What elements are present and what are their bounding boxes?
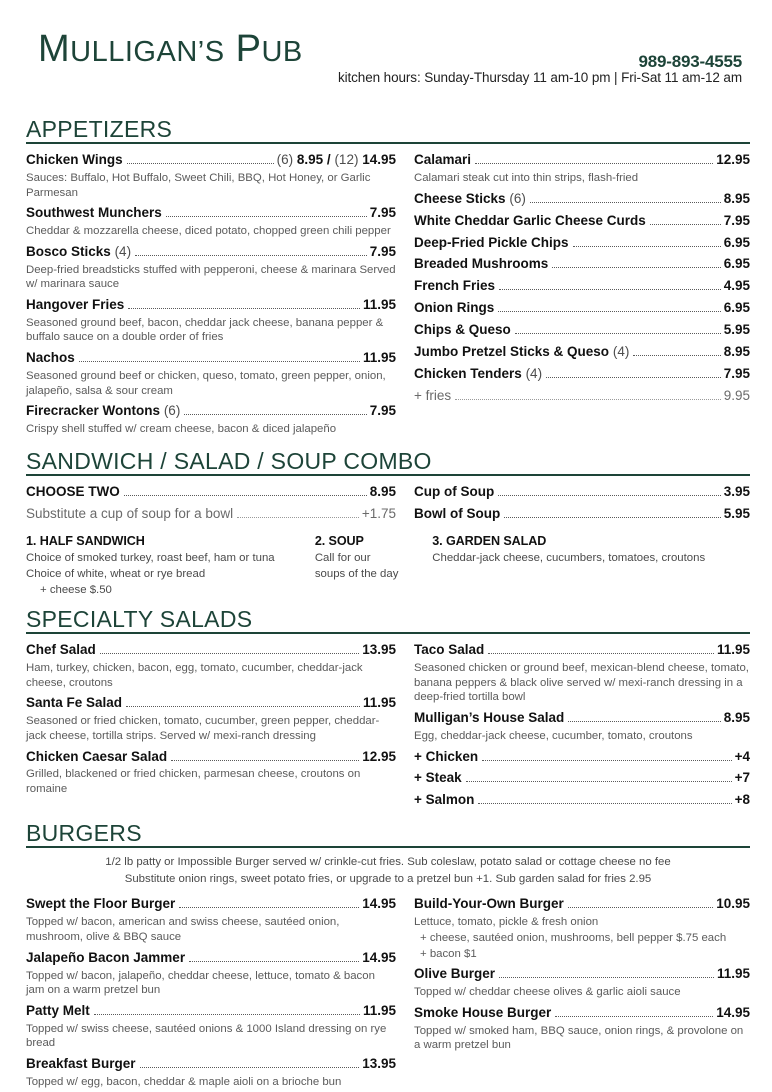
- item-extra-line: + bacon $1: [420, 947, 477, 960]
- item-label: Swept the Floor Burger: [26, 896, 176, 912]
- item-qty: (4): [114, 243, 132, 259]
- item-name: [26, 894, 175, 915]
- item-label: Jumbo Pretzel Sticks & Queso: [414, 344, 610, 360]
- dot-leader: [166, 216, 367, 217]
- menu-item-row: [26, 640, 396, 661]
- menu-item[interactable]: [414, 640, 750, 705]
- item-name: [26, 747, 167, 768]
- item-name: [26, 401, 180, 422]
- item-label: Onion Rings: [414, 300, 495, 316]
- item-price: 14.95: [362, 949, 396, 965]
- menu-sections: [26, 117, 750, 1092]
- item-name: [26, 150, 123, 171]
- dot-leader: [530, 202, 721, 203]
- item-price: 6.95: [723, 300, 750, 316]
- menu-item[interactable]: [26, 203, 396, 239]
- item-name: [414, 964, 495, 985]
- menu-item[interactable]: [414, 364, 750, 385]
- combo-choice: [315, 534, 432, 599]
- item-label: Build-Your-Own Burger: [414, 896, 564, 912]
- dot-leader: [552, 267, 720, 268]
- item-label: Santa Fe Salad: [26, 695, 123, 711]
- dot-leader: [455, 399, 721, 400]
- item-label: Firecracker Wontons: [26, 403, 161, 419]
- item-name: [26, 693, 122, 714]
- item-description: Topped w/ egg, bacon, cheddar & maple aioli on a brioche bun: [26, 1075, 342, 1088]
- menu-item-row: [26, 348, 396, 369]
- item-price: 6.95: [723, 256, 750, 272]
- item-name: [414, 386, 451, 407]
- menu-item-row: [26, 295, 396, 316]
- dot-leader: [126, 706, 360, 707]
- menu-item[interactable]: [26, 894, 396, 944]
- item-name: [414, 504, 500, 525]
- menu-item-row: [26, 948, 396, 969]
- dot-leader: [475, 163, 713, 164]
- dot-leader: [189, 961, 359, 962]
- menu-item-row: [414, 790, 750, 811]
- kitchen-hours: kitchen hours: Sunday-Thursday 11 am-10 pm | Fri-Sat 11 am-12 am: [337, 70, 742, 85]
- item-price: 11.95: [362, 349, 396, 365]
- two-column-layout: [26, 482, 750, 526]
- menu-item[interactable]: [26, 150, 396, 200]
- item-name: [414, 894, 564, 915]
- item-price: 10.95: [716, 896, 750, 912]
- item-price: 13.95: [362, 642, 396, 658]
- item-label: CHOOSE TWO: [26, 483, 120, 499]
- combo-choice-line: Call for our: [314, 551, 371, 564]
- item-qty: (4): [525, 366, 543, 382]
- menu-item[interactable]: [414, 482, 750, 503]
- menu-item[interactable]: [414, 320, 750, 341]
- item-price: 8.95: [723, 344, 750, 360]
- menu-item-row: [414, 254, 750, 275]
- item-price: 11.95: [362, 1002, 396, 1018]
- item-label: Chef Salad: [26, 642, 96, 658]
- restaurant-title: MULLIGAN’S PUB: [38, 28, 303, 70]
- item-price: +1.75: [361, 505, 396, 521]
- item-price: 5.95: [723, 505, 750, 521]
- dot-leader: [498, 495, 720, 496]
- section-intro: [26, 854, 750, 887]
- item-label: Breakfast Burger: [26, 1055, 136, 1071]
- item-name: [26, 482, 120, 503]
- menu-item[interactable]: [414, 964, 750, 1000]
- item-description: Cheddar & mozzarella cheese, diced potato, chopped green chili pepper: [26, 225, 391, 238]
- item-name: [26, 348, 75, 369]
- item-price: 5.95: [723, 322, 750, 338]
- menu-item[interactable]: [414, 1003, 750, 1053]
- item-description: Ham, turkey, chicken, bacon, egg, tomato, cucumber, cheddar-jack cheese, croutons: [26, 662, 363, 689]
- item-name: [26, 203, 162, 224]
- menu-item[interactable]: [26, 504, 396, 525]
- dot-leader: [633, 355, 720, 356]
- item-label: Taco Salad: [414, 642, 485, 658]
- item-name: [414, 640, 484, 661]
- item-price: 8.95: [369, 483, 396, 499]
- menu-item[interactable]: [414, 894, 750, 961]
- dot-leader: [94, 1014, 360, 1015]
- section-heading: BURGERS: [26, 821, 750, 848]
- item-label: Jalapeño Bacon Jammer: [26, 949, 186, 965]
- menu-item[interactable]: [26, 640, 396, 690]
- item-label: + Steak: [414, 770, 462, 786]
- section-intro-line: Substitute onion rings, sweet potato fries, or upgrade to a pretzel bun +1. Sub garden salad for fries 2.95: [124, 872, 652, 885]
- item-label: Bosco Sticks: [26, 243, 111, 259]
- item-description: Lettuce, tomato, pickle & fresh onion: [414, 916, 599, 929]
- dot-leader: [573, 246, 721, 247]
- menu-item-row: [414, 211, 750, 232]
- dot-leader: [466, 781, 732, 782]
- item-description: Egg, cheddar-jack cheese, cucumber, tomato, croutons: [414, 729, 693, 742]
- item-price: 6.95: [723, 234, 750, 250]
- item-label: Smoke House Burger: [414, 1004, 552, 1020]
- item-name: [414, 482, 494, 503]
- item-label: Cheese Sticks: [414, 190, 506, 206]
- menu-item-row: [26, 482, 396, 503]
- item-price: 12.95: [716, 152, 750, 168]
- dot-leader: [100, 653, 359, 654]
- combo-choice-line: Choice of smoked turkey, roast beef, ham or tuna: [26, 551, 275, 564]
- right-column: [414, 894, 750, 1092]
- menu-item[interactable]: [414, 342, 750, 363]
- item-label: Chicken Tenders: [414, 366, 522, 382]
- menu-item[interactable]: [414, 298, 750, 319]
- item-label: + Salmon: [414, 792, 475, 808]
- menu-item-row: [26, 747, 396, 768]
- item-label: Substitute a cup of soup for a bowl: [26, 505, 234, 521]
- item-description: Seasoned ground beef, bacon, cheddar jack cheese, banana pepper & buffalo sauce on a double order of fries: [26, 316, 384, 344]
- dot-leader: [515, 333, 721, 334]
- item-name: [26, 295, 124, 316]
- dot-leader: [482, 760, 731, 761]
- menu-item-row: [414, 276, 750, 297]
- two-column-layout: [26, 640, 750, 812]
- item-description: Topped w/ smoked ham, BBQ sauce, onion rings, & provolone on a warm pretzel bun: [414, 1024, 744, 1052]
- dot-leader: [171, 760, 359, 761]
- menu-item-row: [414, 320, 750, 341]
- item-name: [414, 790, 474, 811]
- menu-item-row: [26, 1001, 396, 1022]
- item-price: 4.95: [723, 278, 750, 294]
- item-price: 3.95: [723, 483, 750, 499]
- two-column-layout: [26, 894, 750, 1092]
- item-label: Mulligan’s House Salad: [414, 710, 565, 725]
- dot-leader: [179, 907, 359, 908]
- dot-leader: [237, 517, 359, 518]
- item-name: [26, 1054, 136, 1075]
- menu-item-row: [26, 504, 396, 525]
- item-description: Sauces: Buffalo, Hot Buffalo, Sweet Chili, BBQ, Hot Honey, or Garlic Parmesan: [26, 172, 371, 199]
- menu-item-row: [26, 150, 396, 171]
- dot-leader: [555, 1016, 713, 1017]
- menu-item[interactable]: [26, 693, 396, 743]
- dot-leader: [478, 803, 731, 804]
- dot-leader: [568, 907, 713, 908]
- item-label: + Chicken: [414, 748, 479, 764]
- menu-item[interactable]: [414, 150, 750, 186]
- item-name: [414, 276, 495, 297]
- item-label: + fries: [414, 387, 452, 403]
- menu-item-row: [414, 964, 750, 985]
- item-price: 7.95: [369, 205, 396, 221]
- combo-choice-title: 1. HALF SANDWICH: [26, 533, 145, 548]
- menu-section: [26, 449, 750, 599]
- item-name: [414, 1003, 551, 1024]
- item-name: [414, 768, 462, 789]
- menu-item-row: [414, 747, 750, 768]
- menu-item-row: [414, 504, 750, 525]
- item-name: [26, 504, 233, 525]
- item-label: Bowl of Soup: [414, 505, 501, 521]
- item-label: Chicken Wings: [26, 152, 123, 168]
- item-price: 11.95: [362, 296, 396, 312]
- dot-leader: [140, 1067, 360, 1068]
- right-column: [414, 640, 750, 812]
- left-column: [26, 150, 414, 439]
- section-heading: APPETIZERS: [26, 117, 750, 144]
- dot-leader: [127, 163, 274, 164]
- item-label: Patty Melt: [26, 1002, 90, 1018]
- item-name: [26, 640, 96, 661]
- item-label: French Fries: [414, 278, 496, 294]
- item-qty: (6): [163, 403, 181, 419]
- dot-leader: [499, 977, 714, 978]
- item-qty: (4): [612, 344, 630, 360]
- item-price: 14.95: [362, 896, 396, 912]
- item-label: Southwest Munchers: [26, 205, 162, 221]
- dot-leader: [499, 289, 721, 290]
- menu-item[interactable]: [414, 254, 750, 275]
- masthead: [26, 30, 750, 108]
- item-name: [414, 189, 526, 210]
- item-price: 11.95: [716, 642, 750, 658]
- menu-item[interactable]: [414, 211, 750, 232]
- section-heading: SPECIALTY SALADS: [26, 607, 750, 634]
- item-label: Deep-Fried Pickle Chips: [414, 234, 569, 250]
- item-label: Cup of Soup: [414, 483, 495, 499]
- menu-item[interactable]: [26, 482, 396, 503]
- item-price: 13.95: [362, 1055, 396, 1071]
- menu-item-row: [414, 233, 750, 254]
- right-column: [414, 150, 750, 439]
- item-name: [414, 298, 494, 319]
- phone-number[interactable]: 989-893-4555: [638, 52, 742, 71]
- menu-item[interactable]: [26, 1054, 396, 1090]
- dot-leader: [568, 721, 720, 722]
- item-price: 7.95: [723, 212, 750, 228]
- item-price: 8.95: [723, 190, 750, 206]
- menu-item-row: [414, 894, 750, 915]
- item-description: Seasoned or fried chicken, tomato, cucumber, green pepper, cheddar-jack cheese, tortilla strips. Served w/ mexi-ranch dressing: [26, 715, 380, 742]
- menu-item-row: [414, 342, 750, 363]
- menu-item-row: [26, 203, 396, 224]
- item-label: Breaded Mushrooms: [414, 256, 549, 272]
- item-price: 14.95: [716, 1004, 750, 1020]
- item-label: Hangover Fries: [26, 296, 125, 312]
- menu-item-row: [414, 364, 750, 385]
- menu-item[interactable]: [26, 348, 396, 398]
- item-description: Seasoned chicken or ground beef, mexican-blend cheese, tomato, banana peppers & black olive served w/ mexi-ranch dressing in a deep-fried tortilla bowl: [414, 662, 749, 704]
- menu-item-row: [414, 1003, 750, 1024]
- item-name: [414, 150, 471, 171]
- right-column: [414, 482, 750, 526]
- menu-item-row: [414, 298, 750, 319]
- item-description: Topped w/ cheddar cheese olives & garlic aioli sauce: [414, 986, 681, 999]
- menu-item[interactable]: [26, 1001, 396, 1051]
- item-name: [414, 747, 478, 768]
- menu-item-row: [26, 401, 396, 422]
- dot-leader: [504, 517, 720, 518]
- menu-item[interactable]: [414, 790, 750, 811]
- dot-leader: [79, 361, 360, 362]
- menu-item[interactable]: [414, 768, 750, 789]
- combo-choice-line: soups of the day: [314, 567, 399, 580]
- dot-leader: [488, 653, 714, 654]
- item-name: [414, 233, 569, 254]
- item-price: 8.95: [723, 710, 750, 725]
- dot-leader: [650, 224, 721, 225]
- menu-section: [26, 821, 750, 1092]
- item-qty: (6): [509, 190, 526, 206]
- menu-item[interactable]: [414, 708, 750, 744]
- left-column: [26, 640, 414, 812]
- menu-item-row: [414, 482, 750, 503]
- dot-leader: [135, 255, 367, 256]
- item-description: Topped w/ swiss cheese, sautéed onions & 1000 Island dressing on rye bread: [26, 1022, 387, 1050]
- menu-item[interactable]: [26, 948, 396, 998]
- item-description: Grilled, blackened or fried chicken, parmesan cheese, croutons on romaine: [26, 768, 361, 796]
- item-price: 7.95: [369, 403, 396, 419]
- two-column-layout: [26, 150, 750, 439]
- menu-item-row: [26, 894, 396, 915]
- item-description: Calamari steak cut into thin strips, flash-fried: [414, 172, 639, 185]
- item-name: [414, 254, 548, 275]
- item-extra-line: + cheese, sautéed onion, mushrooms, bell pepper $.75 each: [420, 932, 727, 944]
- left-column: [26, 894, 414, 1092]
- dot-leader: [546, 377, 721, 378]
- combo-choice-title: 2. SOUP: [314, 533, 364, 548]
- menu-item[interactable]: [26, 295, 396, 345]
- combo-choice-line: Cheddar-jack cheese, cucumbers, tomatoes, croutons: [432, 551, 706, 564]
- menu-section: [26, 117, 750, 440]
- item-price: 7.95: [369, 243, 396, 259]
- combo-choice-title: 3. GARDEN SALAD: [432, 533, 547, 548]
- item-price: +7: [734, 770, 750, 786]
- menu-item-row: [414, 768, 750, 789]
- menu-item-row: [26, 1054, 396, 1075]
- dot-leader: [128, 308, 360, 309]
- combo-choice: [26, 534, 315, 599]
- item-name: [26, 242, 131, 263]
- menu-item-row: [414, 150, 750, 171]
- item-name: [414, 364, 542, 385]
- item-label: Nachos: [26, 349, 75, 365]
- menu-item-row: [414, 189, 750, 210]
- item-name: [26, 948, 185, 969]
- combo-choice: [432, 534, 750, 599]
- item-label: Chips & Queso: [414, 322, 511, 338]
- item-price: +4: [734, 748, 750, 764]
- menu-item[interactable]: [414, 504, 750, 525]
- item-price: +8: [734, 792, 750, 808]
- menu-section: [26, 607, 750, 812]
- item-description: Seasoned ground beef or chicken, queso, tomato, green pepper, onion, jalapeño, salsa & sour cream: [26, 369, 386, 397]
- menu-item-row: [414, 640, 750, 661]
- menu-item-row: [26, 242, 396, 263]
- item-price: (6) 8.95 / (12) 14.95: [276, 152, 396, 168]
- item-description: Topped w/ bacon, jalapeño, cheddar cheese, lettuce, tomato & bacon jam on a warm pretzel bun: [26, 969, 375, 997]
- item-price: 11.95: [716, 966, 750, 982]
- menu-item[interactable]: [414, 747, 750, 768]
- item-name: [414, 708, 564, 729]
- menu-item-row: [26, 693, 396, 714]
- left-column: [26, 482, 414, 526]
- dot-leader: [184, 414, 366, 415]
- item-price: 7.95: [723, 366, 750, 382]
- item-name: [414, 342, 629, 363]
- menu-item[interactable]: [414, 233, 750, 254]
- menu-item[interactable]: [26, 242, 396, 292]
- combo-choice-subline: + cheese $.50: [40, 583, 112, 596]
- combo-choice-line: Choice of white, wheat or rye bread: [26, 567, 206, 580]
- section-heading: SANDWICH / SALAD / SOUP COMBO: [26, 449, 750, 476]
- item-description: Crispy shell stuffed w/ cream cheese, bacon & diced jalapeño: [26, 423, 337, 436]
- dot-leader: [124, 495, 367, 496]
- item-price: 12.95: [362, 748, 396, 764]
- menu-item[interactable]: [414, 276, 750, 297]
- item-name: [414, 320, 511, 341]
- menu-item-row: [414, 708, 750, 729]
- menu-item[interactable]: [26, 401, 396, 437]
- item-label: Chicken Caesar Salad: [26, 748, 168, 764]
- section-intro-line: 1/2 lb patty or Impossible Burger served w/ crinkle-cut fries. Sub coleslaw, potato salad or cottage cheese no fee: [105, 856, 671, 869]
- menu-item-row: [414, 386, 750, 407]
- item-price: 9.95: [723, 387, 750, 403]
- menu-item[interactable]: [26, 747, 396, 797]
- item-label: White Cheddar Garlic Cheese Curds: [414, 212, 646, 228]
- menu-item[interactable]: [414, 189, 750, 210]
- item-description: Deep-fried breadsticks stuffed with pepperoni, cheese & marinara Served w/ marinara sauce: [26, 263, 396, 291]
- item-label: Olive Burger: [414, 966, 496, 982]
- item-description: Topped w/ bacon, american and swiss cheese, sautéed onion, mushroom, olive & BBQ sauce: [26, 916, 340, 943]
- item-name: [26, 1001, 90, 1022]
- menu-item[interactable]: [414, 386, 750, 407]
- dot-leader: [498, 311, 720, 312]
- combo-choices: [26, 534, 750, 599]
- item-name: [414, 211, 646, 232]
- item-price: 11.95: [362, 695, 396, 711]
- item-label: Calamari: [414, 152, 472, 168]
